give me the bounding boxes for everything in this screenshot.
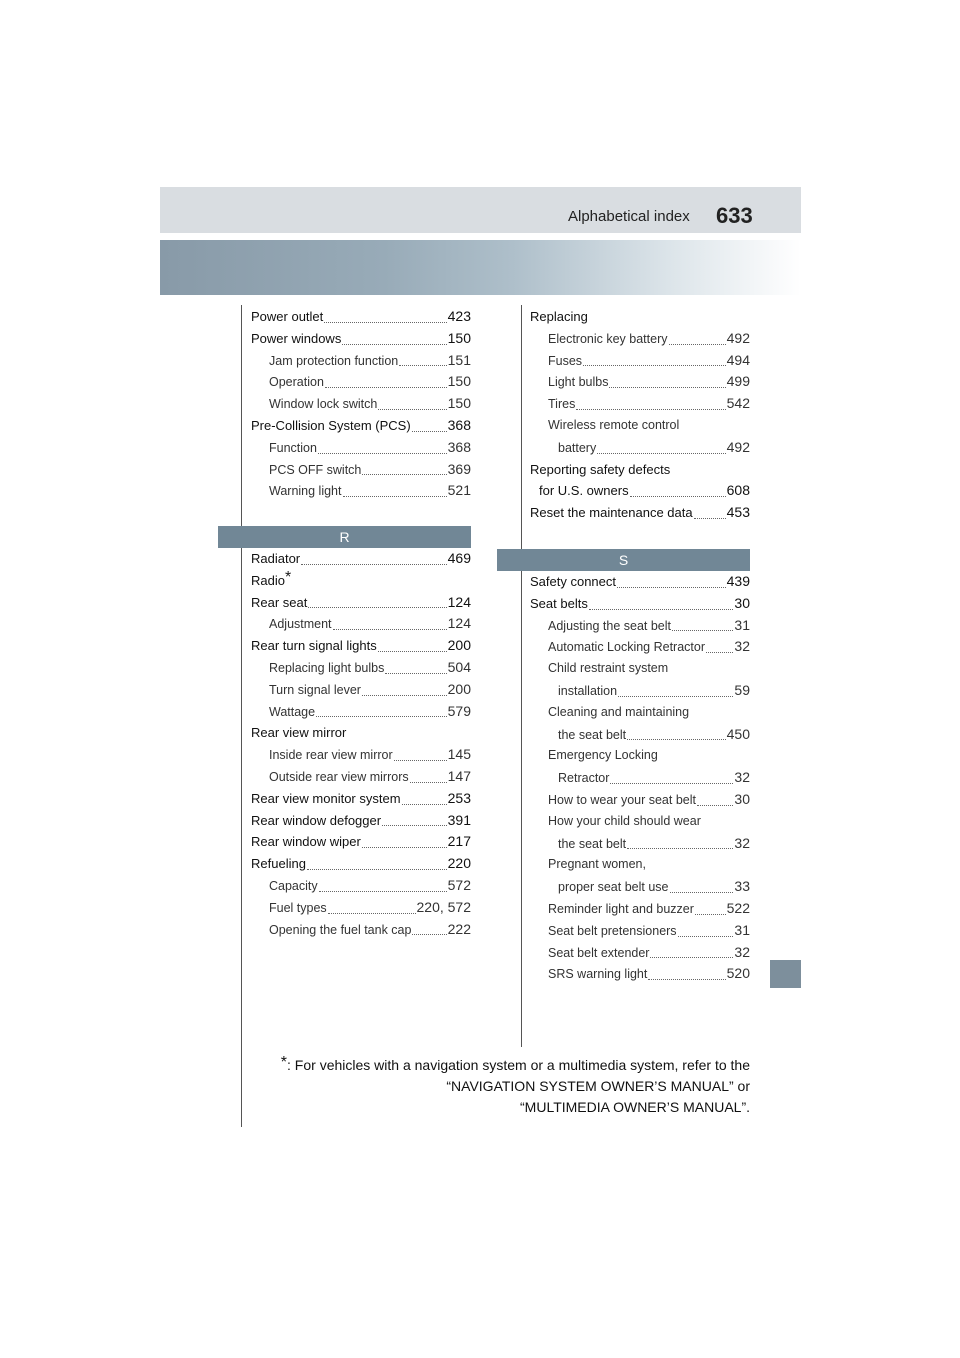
dot-leader <box>342 344 446 345</box>
index-entry <box>251 437 471 459</box>
index-entry <box>530 942 750 964</box>
index-entry <box>530 437 750 459</box>
dot-leader <box>648 979 725 980</box>
index-entry-label: proper seat belt use <box>558 880 669 895</box>
index-entry-label: battery <box>558 440 597 455</box>
index-entry <box>251 810 471 832</box>
index-entry-page: 450 <box>726 725 750 742</box>
index-entry <box>530 636 750 658</box>
index-entry <box>251 350 471 372</box>
index-entry-label: Jam protection function <box>269 353 399 368</box>
index-entry-label: Reporting safety defects <box>530 461 671 477</box>
index-entry <box>530 920 750 942</box>
index-entry-label: Warning light <box>269 484 342 499</box>
header-bar <box>160 187 801 233</box>
index-entry-label: Seat belt pretensioners <box>548 923 677 938</box>
index-entry <box>251 875 471 897</box>
index-entry-page: 391 <box>447 811 471 828</box>
index-entry <box>530 615 750 637</box>
index-entry-label: Operation <box>269 375 324 390</box>
index-entry <box>251 722 471 744</box>
dot-leader <box>324 322 446 323</box>
index-entry-page: 520 <box>726 965 750 982</box>
index-entry-label: Window lock switch <box>269 397 378 412</box>
index-entry-page: 32 <box>734 769 750 786</box>
index-entry-page: 439 <box>726 573 750 589</box>
index-entry-page: 492 <box>726 329 750 346</box>
section-header-s: S <box>497 549 750 571</box>
index-entry <box>530 415 750 437</box>
dot-leader <box>394 760 447 761</box>
index-entry-label: Outside rear view mirrors <box>269 769 409 784</box>
dot-leader <box>301 564 447 565</box>
index-entry-label: PCS OFF switch <box>269 462 362 477</box>
index-entry-label: Reset the maintenance data <box>530 505 693 521</box>
index-entry-page: 494 <box>726 351 750 368</box>
dot-leader <box>362 695 447 696</box>
index-entry <box>251 570 471 592</box>
dot-leader <box>333 629 447 630</box>
index-entry <box>251 592 471 614</box>
index-entry <box>251 328 471 350</box>
dot-leader <box>382 825 447 826</box>
index-entry <box>530 328 750 350</box>
index-entry <box>251 788 471 810</box>
index-entry <box>251 766 471 788</box>
header-title: Alphabetical index <box>568 208 690 225</box>
index-entry <box>530 393 750 415</box>
index-entry-page: 368 <box>447 416 471 433</box>
index-entry-page: 542 <box>726 395 750 412</box>
index-entry <box>251 613 471 635</box>
index-entry <box>530 789 750 811</box>
index-entry-label: Retractor <box>558 771 610 786</box>
index-entry-page: 522 <box>726 899 750 916</box>
index-entry-label: Electronic key battery <box>548 331 668 346</box>
index-entry-label: Rear turn signal lights <box>251 638 377 654</box>
index-entry <box>530 811 750 833</box>
index-entry-page: 200 <box>447 637 471 654</box>
header-gradient-band <box>160 240 801 295</box>
dot-leader <box>583 365 726 366</box>
index-entry <box>530 658 750 680</box>
index-entry-label: Radio <box>251 572 285 588</box>
dot-leader <box>669 344 726 345</box>
index-entry <box>530 876 750 898</box>
index-entry <box>251 480 471 502</box>
index-entry <box>251 831 471 853</box>
index-entry-label: Wireless remote control <box>548 417 680 432</box>
index-entry-label: Rear view monitor system <box>251 790 401 806</box>
dot-leader <box>694 518 726 519</box>
index-entry <box>251 853 471 875</box>
index-entry <box>251 657 471 679</box>
index-entry-label: Reminder light and buzzer <box>548 901 694 916</box>
index-entry <box>251 701 471 723</box>
index-entry-label: Turn signal lever <box>269 682 361 697</box>
dot-leader <box>362 474 446 475</box>
index-entry-label: Seat belts <box>530 595 588 611</box>
index-entry <box>530 502 750 524</box>
index-entry <box>530 854 750 876</box>
index-entry-page: 220, 572 <box>416 898 471 915</box>
index-entry-label: Power windows <box>251 330 342 346</box>
index-entry-label: Rear seat <box>251 594 308 610</box>
index-entry-page: 368 <box>447 438 471 455</box>
index-entry-label: Emergency Locking <box>548 748 658 763</box>
dot-leader <box>610 783 733 784</box>
footnote <box>230 1055 750 1118</box>
dot-leader <box>670 892 734 893</box>
page-number: 633 <box>716 203 753 228</box>
dot-leader <box>378 651 447 652</box>
index-entry-page: 33 <box>734 878 750 895</box>
index-entry-page: 145 <box>447 746 471 763</box>
index-entry-label: Replacing <box>530 309 588 324</box>
index-entry-label: the seat belt <box>558 836 627 851</box>
index-entry-label: Automatic Locking Retractor <box>548 640 706 655</box>
index-entry-page: 369 <box>447 460 471 477</box>
index-entry <box>530 371 750 393</box>
index-entry-page: 32 <box>734 834 750 851</box>
index-entry <box>530 680 750 702</box>
index-entry <box>251 415 471 437</box>
dot-leader <box>308 607 446 608</box>
index-entry-page: 499 <box>726 373 750 390</box>
index-entry-label: Adjusting the seat belt <box>548 618 671 633</box>
dot-leader <box>412 934 446 935</box>
index-entry <box>251 897 471 919</box>
index-entry <box>530 963 750 985</box>
index-entry <box>251 459 471 481</box>
index-entry <box>251 393 471 415</box>
footnote-line-1: : For vehicles with a navigation system or a multimedia system, refer to the <box>287 1057 750 1073</box>
index-entry <box>530 833 750 855</box>
dot-leader <box>325 387 447 388</box>
index-entry-page: 32 <box>734 943 750 960</box>
index-entry-page: 30 <box>734 594 750 611</box>
dot-leader <box>385 673 446 674</box>
index-entry <box>251 306 471 328</box>
dot-leader <box>319 891 447 892</box>
index-entry-label: Seat belt extender <box>548 945 650 960</box>
index-entry <box>530 702 750 724</box>
index-entry-page: 492 <box>726 438 750 455</box>
dot-leader <box>307 869 447 870</box>
dot-leader <box>609 387 725 388</box>
index-entry-label: Radiator <box>251 551 301 566</box>
index-entry-label: Inside rear view mirror <box>269 748 393 763</box>
index-entry-label: Cleaning and maintaining <box>548 704 690 719</box>
index-entry-label: the seat belt <box>558 727 627 742</box>
index-entry <box>530 306 750 328</box>
dot-leader <box>316 716 447 717</box>
index-entry <box>530 898 750 920</box>
dot-leader <box>410 782 447 783</box>
index-entry-page: 30 <box>734 790 750 807</box>
dot-leader <box>672 630 733 631</box>
index-entry-page: 32 <box>734 638 750 655</box>
index-entry <box>530 459 750 481</box>
index-entry-page: 151 <box>447 351 471 368</box>
index-entry-page: 150 <box>447 395 471 412</box>
index-entry-page: 59 <box>734 681 750 698</box>
dot-leader <box>597 453 725 454</box>
dot-leader <box>618 696 733 697</box>
index-column-left-p <box>251 306 471 502</box>
index-entry-label: Rear view mirror <box>251 725 347 741</box>
index-entry-label: Capacity <box>269 878 318 893</box>
dot-leader <box>627 848 733 849</box>
index-entry-label: Safety connect <box>530 574 616 589</box>
index-entry-label: Opening the fuel tank cap <box>269 922 412 937</box>
dot-leader <box>318 453 447 454</box>
dot-leader <box>402 804 447 805</box>
index-entry-label: Pregnant women, <box>548 857 646 872</box>
index-entry-page: 504 <box>447 658 471 675</box>
index-entry-label: How your child should wear <box>548 813 701 828</box>
left-margin-rule <box>241 305 242 1127</box>
dot-leader <box>697 805 733 806</box>
index-entry-label: Adjustment <box>269 617 332 632</box>
index-entry-page: 572 <box>447 876 471 893</box>
index-entry-page: 147 <box>447 767 471 784</box>
index-entry-label: installation <box>558 683 618 698</box>
dot-leader <box>378 409 446 410</box>
index-entry <box>530 350 750 372</box>
dot-leader <box>328 913 416 914</box>
index-entry-page: 253 <box>447 789 471 806</box>
column-divider-rule <box>521 305 522 1047</box>
index-column-right-r <box>530 306 750 524</box>
section-thumb-tab <box>770 960 801 988</box>
dot-leader <box>630 496 726 497</box>
index-entry-label: Child restraint system <box>548 661 669 676</box>
dot-leader <box>399 365 446 366</box>
index-entry-label: for U.S. owners <box>539 483 629 499</box>
index-entry-label: How to wear your seat belt <box>548 792 696 807</box>
footnote-line-2: “NAVIGATION SYSTEM OWNER’S MANUAL” or <box>446 1078 750 1094</box>
index-entry <box>530 724 750 746</box>
index-entry-label: Wattage <box>269 704 316 719</box>
index-entry-page: 453 <box>726 504 750 521</box>
index-entry-page: 220 <box>447 855 471 872</box>
index-entry-label: Refueling <box>251 856 306 872</box>
index-entry <box>251 919 471 941</box>
dot-leader <box>362 847 447 848</box>
index-entry <box>530 571 750 593</box>
footnote-line-3: “MULTIMEDIA OWNER’S MANUAL”. <box>520 1099 750 1115</box>
footnote-marker: * <box>284 568 292 586</box>
index-entry-page: 608 <box>726 482 750 499</box>
dot-leader <box>695 914 726 915</box>
index-entry-page: 124 <box>447 615 471 632</box>
index-entry-page: 469 <box>447 550 471 566</box>
index-entry-label: Fuel types <box>269 900 327 915</box>
dot-leader <box>650 957 733 958</box>
dot-leader <box>412 431 447 432</box>
dot-leader <box>627 739 726 740</box>
section-header-r: R <box>218 526 471 548</box>
index-entry-page: 200 <box>447 680 471 697</box>
index-entry-label: Rear window wiper <box>251 834 361 850</box>
index-entry <box>251 371 471 393</box>
index-entry <box>530 593 750 615</box>
index-entry-page: 150 <box>447 373 471 390</box>
dot-leader <box>706 652 733 653</box>
index-entry-page: 150 <box>447 329 471 346</box>
index-entry-page: 423 <box>447 308 471 324</box>
index-entry-page: 217 <box>447 833 471 850</box>
index-entry-label: Function <box>269 440 317 455</box>
index-entry-page: 31 <box>734 921 750 938</box>
index-entry <box>251 679 471 701</box>
index-entry-page: 521 <box>447 482 471 499</box>
index-entry-label: Power outlet <box>251 309 324 324</box>
index-entry-label: Tires <box>548 397 576 412</box>
index-entry <box>251 744 471 766</box>
index-entry-page: 579 <box>447 702 471 719</box>
index-entry <box>530 480 750 502</box>
dot-leader <box>576 409 725 410</box>
index-entry-label: Replacing light bulbs <box>269 660 385 675</box>
index-entry <box>530 767 750 789</box>
index-entry-page: 222 <box>447 920 471 937</box>
index-entry-label: Rear window defogger <box>251 812 382 828</box>
index-entry-page: 124 <box>447 593 471 610</box>
index-entry-label: SRS warning light <box>548 967 648 982</box>
dot-leader <box>589 609 734 610</box>
dot-leader <box>617 587 726 588</box>
footnote-star: * <box>280 1054 288 1071</box>
index-column-left-r <box>251 548 471 940</box>
index-entry <box>530 745 750 767</box>
index-entry-page: 31 <box>734 616 750 633</box>
index-entry-label: Fuses <box>548 353 583 368</box>
index-entry-label: Pre-Collision System (PCS) <box>251 417 411 433</box>
dot-leader <box>678 936 734 937</box>
index-column-right-s <box>530 571 750 985</box>
index-entry-label: Light bulbs <box>548 375 609 390</box>
index-entry <box>251 635 471 657</box>
dot-leader <box>343 496 447 497</box>
